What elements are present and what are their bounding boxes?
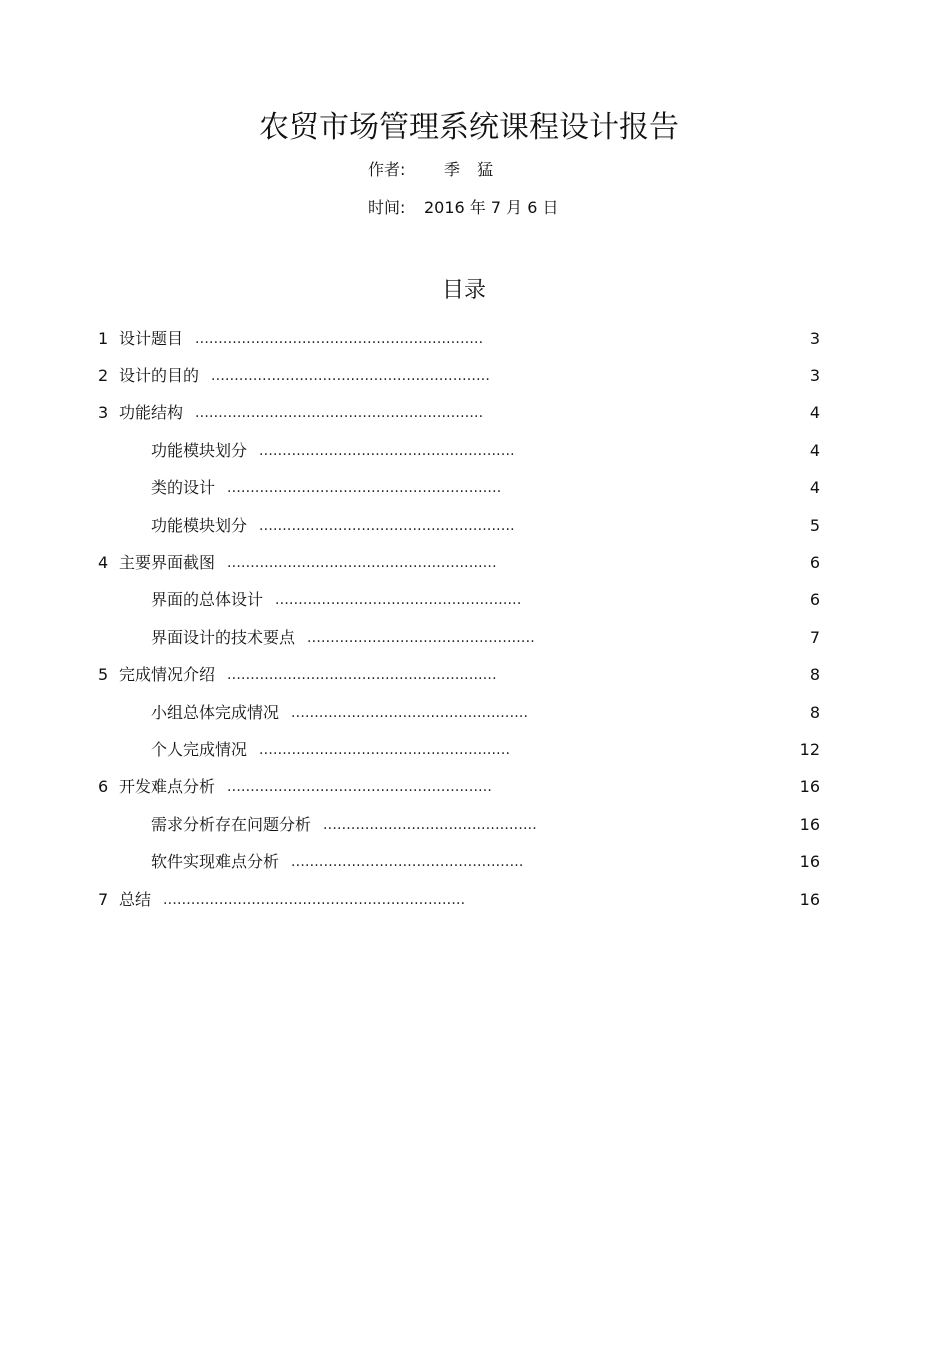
- toc-entry[interactable]: [98, 507, 820, 544]
- toc-entry[interactable]: [98, 320, 820, 357]
- toc-entry-title: 主要界面截图: [119, 553, 216, 573]
- toc-entry-page-number: 5: [809, 515, 820, 535]
- toc-entry-title: 总结: [119, 889, 152, 909]
- toc-entry-page-number: 16: [799, 777, 820, 797]
- date-value: 2016 年 7 月 6 日: [424, 198, 559, 217]
- toc-entry-leader-dots: ..........................................................: [227, 667, 497, 684]
- toc-entry-leader-dots: .....................................................: [275, 592, 522, 609]
- toc-entry[interactable]: [98, 582, 820, 619]
- toc-entry-leader-dots: ...................................................: [291, 704, 529, 721]
- toc-entry[interactable]: [98, 843, 820, 880]
- toc-entry-title: 功能模块划分: [151, 515, 248, 535]
- toc-entry[interactable]: [98, 357, 820, 394]
- toc-entry-page-number: 12: [799, 739, 820, 759]
- toc-entry-leader-dots: .......................................................: [259, 517, 515, 534]
- table-of-contents: [98, 320, 820, 918]
- toc-entry-leader-dots: ...........................................................: [227, 480, 502, 497]
- toc-entry-leader-dots: ............................................................: [211, 368, 491, 385]
- toc-heading: 目录: [441, 278, 486, 303]
- toc-entry-leader-dots: ..............................................: [323, 816, 537, 833]
- toc-entry-number: 2: [98, 366, 109, 386]
- toc-entry[interactable]: [98, 881, 820, 918]
- toc-entry-page-number: 4: [809, 440, 820, 460]
- toc-entry-leader-dots: ..........................................................: [227, 555, 497, 572]
- toc-entry-leader-dots: .........................................................: [227, 779, 493, 796]
- toc-entry-title: 需求分析存在问题分析: [151, 814, 312, 834]
- toc-entry[interactable]: [98, 395, 820, 432]
- toc-entry-page-number: 4: [809, 403, 820, 423]
- toc-entry-page-number: 7: [809, 627, 820, 647]
- toc-entry-title: 个人完成情况: [151, 739, 248, 759]
- toc-entry-page-number: 16: [799, 852, 820, 872]
- toc-entry-page-number: 16: [799, 889, 820, 909]
- toc-entry-title: 小组总体完成情况: [151, 702, 280, 722]
- toc-entry[interactable]: [98, 769, 820, 806]
- toc-entry[interactable]: [98, 544, 820, 581]
- author-line: [368, 159, 499, 181]
- toc-entry-leader-dots: ......................................................: [259, 741, 511, 758]
- toc-entry-page-number: 3: [809, 328, 820, 348]
- toc-entry-page-number: 8: [809, 665, 820, 685]
- toc-entry-number: 1: [98, 328, 109, 348]
- document-title: 农贸市场管理系统课程设计报告: [259, 110, 679, 145]
- toc-entry[interactable]: [98, 470, 820, 507]
- toc-entry-leader-dots: ..................................................: [291, 854, 524, 871]
- toc-entry[interactable]: [98, 657, 820, 694]
- toc-entry-title: 功能模块划分: [151, 440, 248, 460]
- date-label: 时间:: [368, 198, 406, 217]
- toc-entry-leader-dots: .................................................................: [163, 891, 466, 908]
- toc-entry-title: 完成情况介绍: [119, 665, 216, 685]
- toc-entry[interactable]: [98, 806, 820, 843]
- toc-entry-number: 4: [98, 553, 109, 573]
- toc-entry-title: 软件实现难点分析: [151, 852, 280, 872]
- toc-entry-leader-dots: .................................................: [307, 629, 535, 646]
- toc-entry-page-number: 4: [809, 478, 820, 498]
- toc-entry-title: 设计的目的: [119, 366, 200, 386]
- toc-entry-title: 设计题目: [119, 328, 184, 348]
- toc-entry[interactable]: [98, 432, 820, 469]
- toc-entry-title: 界面的总体设计: [151, 590, 264, 610]
- toc-entry-number: 3: [98, 403, 109, 423]
- toc-entry-page-number: 6: [809, 553, 820, 573]
- toc-entry-number: 6: [98, 777, 109, 797]
- author-label: 作者:: [368, 160, 406, 179]
- date-line: [368, 197, 559, 219]
- toc-entry-page-number: 8: [809, 702, 820, 722]
- toc-entry-leader-dots: ..............................................................: [195, 330, 484, 347]
- toc-entry-title: 类的设计: [151, 478, 216, 498]
- toc-entry-title: 功能结构: [119, 403, 184, 423]
- toc-entry-title: 界面设计的技术要点: [151, 627, 296, 647]
- toc-entry-page-number: 16: [799, 814, 820, 834]
- toc-entry[interactable]: [98, 731, 820, 768]
- toc-entry[interactable]: [98, 694, 820, 731]
- toc-entry-leader-dots: .......................................................: [259, 442, 515, 459]
- toc-entry-number: 5: [98, 665, 109, 685]
- toc-entry-number: 7: [98, 889, 109, 909]
- author-name: 季 猛: [444, 160, 500, 179]
- toc-entry[interactable]: [98, 619, 820, 656]
- toc-entry-page-number: 6: [809, 590, 820, 610]
- toc-entry-leader-dots: ..............................................................: [195, 405, 484, 422]
- toc-entry-title: 开发难点分析: [119, 777, 216, 797]
- toc-entry-page-number: 3: [809, 366, 820, 386]
